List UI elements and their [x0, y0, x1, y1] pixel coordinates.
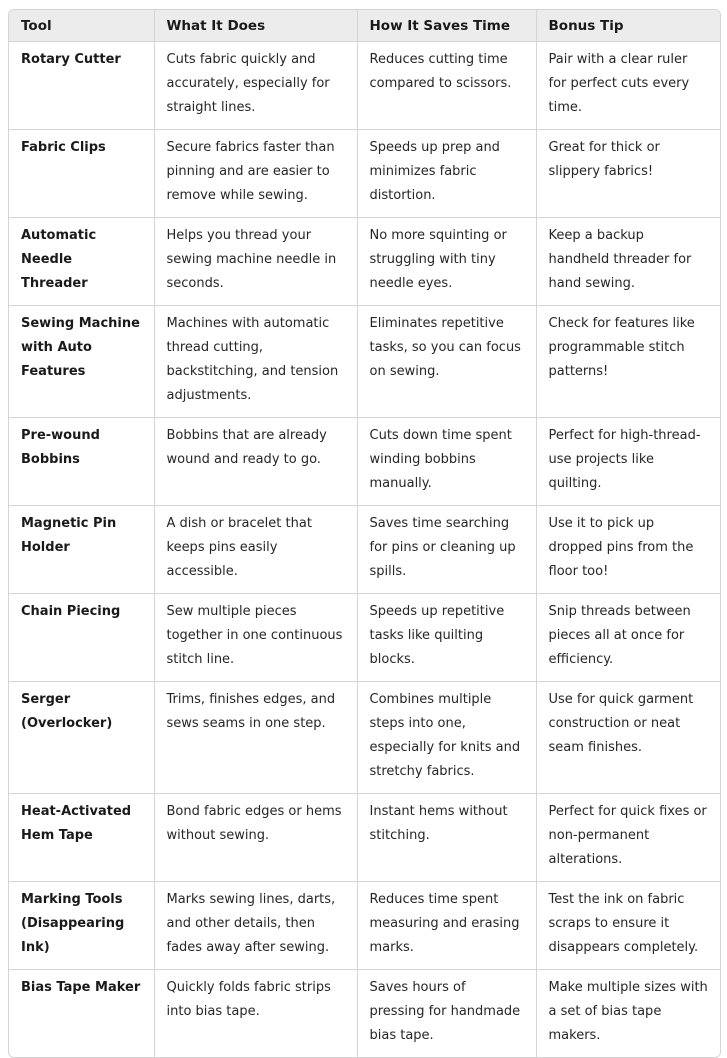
tool-cell: Magnetic Pin Holder: [9, 506, 154, 594]
what-it-does-cell: Machines with automatic thread cutting, backstitching, and tension adjustments.: [154, 306, 357, 418]
bonus-tip-cell: Test the ink on fabric scraps to ensure it disappears completely.: [536, 882, 720, 970]
column-header-tool: Tool: [9, 10, 154, 42]
column-header-how-it-saves-time: How It Saves Time: [357, 10, 536, 42]
table-row: [9, 218, 720, 306]
how-it-saves-time-cell: Eliminates repetitive tasks, so you can focus on sewing.: [357, 306, 536, 418]
table-row: [9, 970, 720, 1058]
table-row: [9, 306, 720, 418]
bonus-tip-cell: Make multiple sizes with a set of bias tape makers.: [548, 980, 708, 1043]
table-row: [9, 418, 720, 506]
bonus-tip-cell: Pair with a clear ruler for perfect cuts every time.: [536, 42, 720, 130]
how-it-saves-time-cell: Combines multiple steps into one, especially for knits and stretchy fabrics.: [357, 682, 536, 794]
table-row: [9, 794, 720, 882]
what-it-does-cell: Bobbins that are already wound and ready to go.: [154, 418, 357, 506]
tool-cell: Heat-Activated Hem Tape: [9, 794, 154, 882]
bonus-tip-cell: Perfect for high-thread-use projects like quilting.: [536, 418, 720, 506]
what-it-does-cell: Sew multiple pieces together in one continuous stitch line.: [154, 594, 357, 682]
what-it-does-cell: Bond fabric edges or hems without sewing.: [154, 794, 357, 882]
table-row: [9, 42, 720, 130]
tool-cell: Pre-wound Bobbins: [9, 418, 154, 506]
tool-cell: Automatic Needle Threader: [9, 218, 154, 306]
tools-table: [9, 10, 720, 1057]
column-header-bonus-tip: Bonus Tip: [536, 10, 720, 42]
table-row: [9, 130, 720, 218]
what-it-does-cell: Helps you thread your sewing machine needle in seconds.: [154, 218, 357, 306]
tool-cell: Sewing Machine with Auto Features: [9, 306, 154, 418]
bonus-tip-cell: Keep a backup handheld threader for hand sewing.: [536, 218, 720, 306]
table-row: [9, 882, 720, 970]
tool-cell: Bias Tape Maker: [9, 970, 154, 1058]
table-row: [9, 682, 720, 794]
tool-cell: Chain Piecing: [9, 594, 154, 682]
bonus-tip-cell: Check for features like programmable stitch patterns!: [536, 306, 720, 418]
what-it-does-cell: Cuts fabric quickly and accurately, especially for straight lines.: [154, 42, 357, 130]
column-header-what-it-does: What It Does: [154, 10, 357, 42]
what-it-does-cell: Trims, finishes edges, and sews seams in one step.: [154, 682, 357, 794]
bonus-tip-cell: Use for quick garment construction or neat seam finishes.: [536, 682, 720, 794]
bonus-tip-cell: Perfect for quick fixes or non-permanent alterations.: [536, 794, 720, 882]
table-row: [9, 506, 720, 594]
tool-cell: Rotary Cutter: [9, 42, 154, 130]
tool-cell: Marking Tools (Disappearing Ink): [9, 882, 154, 970]
table-header-row: [9, 10, 720, 42]
how-it-saves-time-cell: No more squinting or struggling with tiny needle eyes.: [357, 218, 536, 306]
how-it-saves-time-cell: Instant hems without stitching.: [357, 794, 536, 882]
how-it-saves-time-cell: Saves time searching for pins or cleaning up spills.: [357, 506, 536, 594]
what-it-does-cell: Quickly folds fabric strips into bias tape.: [154, 970, 357, 1058]
what-it-does-cell: A dish or bracelet that keeps pins easily accessible.: [154, 506, 357, 594]
what-it-does-cell: Secure fabrics faster than pinning and are easier to remove while sewing.: [154, 130, 357, 218]
how-it-saves-time-cell: Speeds up prep and minimizes fabric distortion.: [357, 130, 536, 218]
tools-table-container: [8, 9, 721, 1058]
how-it-saves-time-cell: Cuts down time spent winding bobbins manually.: [357, 418, 536, 506]
tool-cell: Fabric Clips: [9, 130, 154, 218]
how-it-saves-time-cell: Reduces time spent measuring and erasing marks.: [357, 882, 536, 970]
tool-cell: Serger (Overlocker): [9, 682, 154, 794]
bonus-tip-cell: Great for thick or slippery fabrics!: [536, 130, 720, 218]
what-it-does-cell: Marks sewing lines, darts, and other details, then fades away after sewing.: [154, 882, 357, 970]
bonus-tip-cell: Use it to pick up dropped pins from the floor too!: [536, 506, 720, 594]
how-it-saves-time-cell: Reduces cutting time compared to scissors.: [357, 42, 536, 130]
bonus-tip-cell: Snip threads between pieces all at once for efficiency.: [536, 594, 720, 682]
how-it-saves-time-cell: Saves hours of pressing for handmade bias tape.: [357, 970, 536, 1058]
table-row: [9, 594, 720, 682]
how-it-saves-time-cell: Speeds up repetitive tasks like quilting blocks.: [357, 594, 536, 682]
